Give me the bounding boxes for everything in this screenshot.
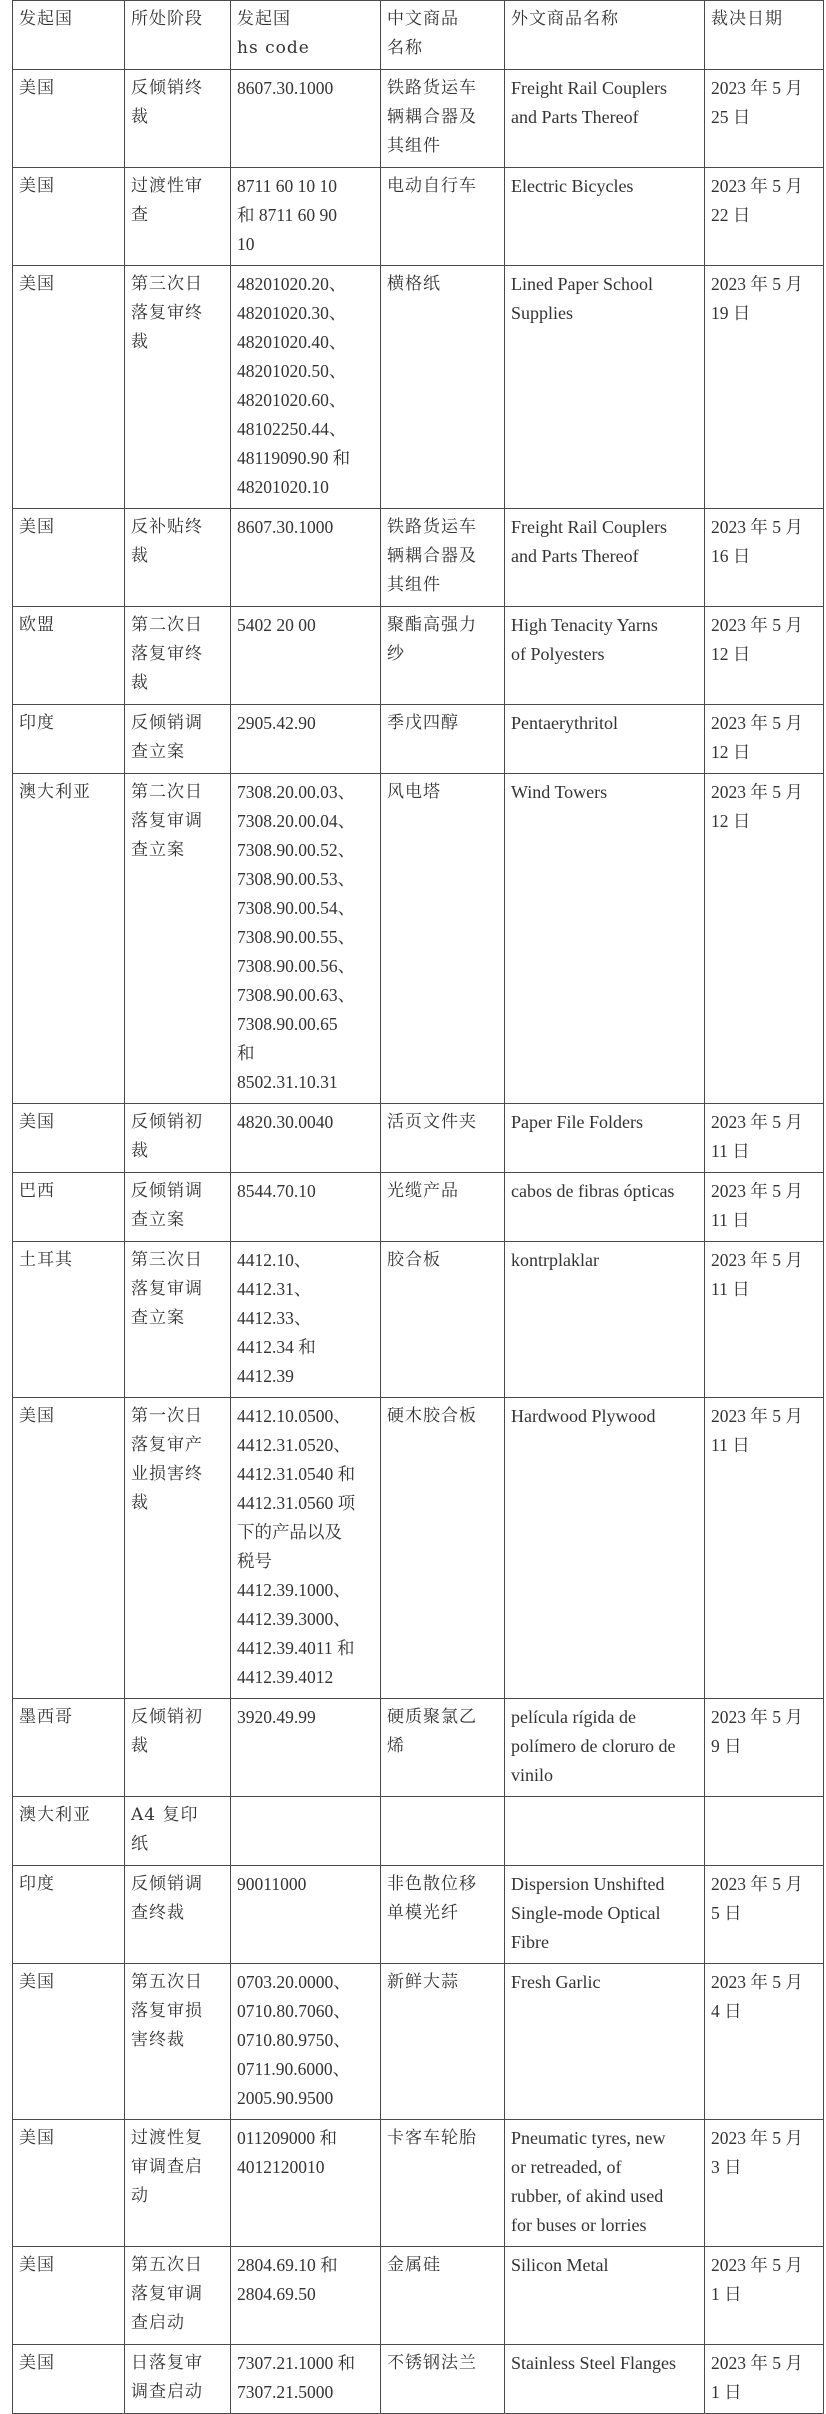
cell-country <box>13 266 125 509</box>
table-row <box>13 774 824 1104</box>
country-text: 美国 <box>19 78 55 98</box>
trade-remedy-table <box>12 0 824 2414</box>
foreign-name-text: kontrplaklar <box>511 1250 599 1270</box>
cell-stage <box>125 1242 231 1398</box>
stage-text: 第二次日 落复审终 裁 <box>131 615 203 693</box>
country-text: 美国 <box>19 1972 55 1992</box>
chinese-name-text: 非色散位移 单模光纤 <box>387 1874 477 1923</box>
cell-foreign-name <box>505 1398 705 1699</box>
cell-stage <box>125 2345 231 2414</box>
hs-code-text: 2905.42.90 <box>237 713 316 733</box>
cell-foreign-name <box>505 1242 705 1398</box>
ruling-date-text: 2023 年 5 月 12 日 <box>711 782 803 831</box>
cell-ruling-date <box>705 607 824 705</box>
country-text: 欧盟 <box>19 615 55 635</box>
stage-text: 过渡性审 查 <box>131 176 203 225</box>
ruling-date-text: 2023 年 5 月 19 日 <box>711 274 803 323</box>
chinese-name-text: 不锈钢法兰 <box>387 2353 477 2373</box>
cell-hs-code <box>231 1242 381 1398</box>
chinese-name-text: 风电塔 <box>387 782 441 802</box>
foreign-name-text: Wind Towers <box>511 782 608 802</box>
cell-hs-code <box>231 2120 381 2247</box>
cell-hs-code <box>231 1797 381 1866</box>
header-stage: 所处阶段 <box>125 1 231 70</box>
cell-stage <box>125 1699 231 1797</box>
cell-hs-code <box>231 774 381 1104</box>
ruling-date-text: 2023 年 5 月 1 日 <box>711 2255 803 2304</box>
cell-ruling-date <box>705 1398 824 1699</box>
hs-code-text: 5402 20 00 <box>237 615 316 635</box>
cell-country <box>13 1964 125 2120</box>
cell-foreign-name <box>505 1964 705 2120</box>
stage-text: 第五次日 落复审调 查启动 <box>131 2255 203 2333</box>
hs-code-text: 7307.21.1000 和 7307.21.5000 <box>237 2353 356 2402</box>
table-row <box>13 1173 824 1242</box>
cell-stage <box>125 774 231 1104</box>
cell-chinese-name <box>381 1797 505 1866</box>
cell-chinese-name <box>381 774 505 1104</box>
cell-country <box>13 168 125 266</box>
foreign-name-text: Lined Paper School Supplies <box>511 274 653 323</box>
country-text: 美国 <box>19 517 55 537</box>
cell-country <box>13 509 125 607</box>
foreign-name-text: Silicon Metal <box>511 2255 609 2275</box>
chinese-name-text: 季戊四醇 <box>387 713 459 733</box>
cell-hs-code <box>231 607 381 705</box>
cell-ruling-date <box>705 1797 824 1866</box>
cell-stage <box>125 607 231 705</box>
table-row <box>13 1242 824 1398</box>
country-text: 美国 <box>19 274 55 294</box>
table-row <box>13 1699 824 1797</box>
cell-country <box>13 1866 125 1964</box>
header-ruling-date: 裁决日期 <box>705 1 824 70</box>
hs-code-text: 8544.70.10 <box>237 1181 316 1201</box>
cell-stage <box>125 2120 231 2247</box>
foreign-name-text: High Tenacity Yarns of Polyesters <box>511 615 658 664</box>
ruling-date-text: 2023 年 5 月 11 日 <box>711 1112 803 1161</box>
hs-code-text: 8711 60 10 10 和 8711 60 90 10 <box>237 176 337 254</box>
stage-text: 反倾销调 查终裁 <box>131 1874 203 1923</box>
cell-foreign-name <box>505 266 705 509</box>
cell-chinese-name <box>381 1964 505 2120</box>
country-text: 美国 <box>19 1406 55 1426</box>
table-row <box>13 2345 824 2414</box>
table-row <box>13 70 824 168</box>
country-text: 澳大利亚 <box>19 1805 91 1825</box>
stage-text: 第一次日 落复审产 业损害终 裁 <box>131 1406 203 1513</box>
foreign-name-text: película rígida de polímero de cloruro de vinilo <box>511 1707 676 1785</box>
ruling-date-text: 2023 年 5 月 12 日 <box>711 615 803 664</box>
hs-code-text: 2804.69.10 和 2804.69.50 <box>237 2255 338 2304</box>
cell-stage <box>125 266 231 509</box>
cell-stage <box>125 1398 231 1699</box>
table-row <box>13 168 824 266</box>
cell-stage <box>125 168 231 266</box>
stage-text: 第二次日 落复审调 查立案 <box>131 782 203 860</box>
hs-code-text: 4412.10、 4412.31、 4412.33、 4412.34 和 4412.39 <box>237 1250 316 1386</box>
chinese-name-text: 横格纸 <box>387 274 441 294</box>
cell-ruling-date <box>705 2345 824 2414</box>
cell-country <box>13 2247 125 2345</box>
ruling-date-text: 2023 年 5 月 3 日 <box>711 2128 803 2177</box>
cell-ruling-date <box>705 1964 824 2120</box>
stage-text: 反倾销调 查立案 <box>131 1181 203 1230</box>
foreign-name-text: Freight Rail Couplers and Parts Thereof <box>511 78 667 127</box>
ruling-date-text: 2023 年 5 月 22 日 <box>711 176 803 225</box>
table-row <box>13 2247 824 2345</box>
cell-chinese-name <box>381 2247 505 2345</box>
stage-text: 反倾销初 裁 <box>131 1707 203 1756</box>
cell-ruling-date <box>705 774 824 1104</box>
foreign-name-text: Dispersion Unshifted Single-mode Optical Fibre <box>511 1874 665 1952</box>
stage-text: 反倾销初 裁 <box>131 1112 203 1161</box>
foreign-name-text: Paper File Folders <box>511 1112 643 1132</box>
cell-chinese-name <box>381 509 505 607</box>
cell-hs-code <box>231 2247 381 2345</box>
header-chinese-product-name: 中文商品 名称 <box>381 1 505 70</box>
country-text: 印度 <box>19 1874 55 1894</box>
hs-code-text: 3920.49.99 <box>237 1707 316 1727</box>
cell-foreign-name <box>505 774 705 1104</box>
cell-ruling-date <box>705 509 824 607</box>
cell-stage <box>125 1964 231 2120</box>
country-text: 美国 <box>19 1112 55 1132</box>
chinese-name-text: 金属硅 <box>387 2255 441 2275</box>
ruling-date-text: 2023 年 5 月 11 日 <box>711 1406 803 1455</box>
foreign-name-text: Electric Bicycles <box>511 176 634 196</box>
cell-country <box>13 1104 125 1173</box>
cell-foreign-name <box>505 607 705 705</box>
chinese-name-text: 铁路货运车 辆耦合器及 其组件 <box>387 78 477 156</box>
chinese-name-text: 光缆产品 <box>387 1181 459 1201</box>
ruling-date-text: 2023 年 5 月 12 日 <box>711 713 803 762</box>
cell-country <box>13 1797 125 1866</box>
cell-country <box>13 70 125 168</box>
cell-stage <box>125 509 231 607</box>
stage-text: 第三次日 落复审调 查立案 <box>131 1250 203 1328</box>
stage-text: 反倾销调 查立案 <box>131 713 203 762</box>
ruling-date-text: 2023 年 5 月 4 日 <box>711 1972 803 2021</box>
chinese-name-text: 硬质聚氯乙 烯 <box>387 1707 477 1756</box>
cell-foreign-name <box>505 1866 705 1964</box>
country-text: 土耳其 <box>19 1250 73 1270</box>
hs-code-text: 7308.20.00.03、 7308.20.00.04、 7308.90.00.52、 7308.90.00.53、 7308.90.00.54、 7308.90.00.55、 7308.90.00.56、 7308.90.00.63、 7308.90.00.65 和 8502.31.10.31 <box>237 782 356 1092</box>
foreign-name-text: cabos de fibras ópticas <box>511 1181 675 1201</box>
cell-hs-code <box>231 1866 381 1964</box>
cell-chinese-name <box>381 705 505 774</box>
cell-stage <box>125 1173 231 1242</box>
stage-text: A4 复印 纸 <box>131 1805 199 1854</box>
cell-ruling-date <box>705 1104 824 1173</box>
hs-code-text: 4412.10.0500、 4412.31.0520、 4412.31.0540 和 4412.31.0560 项 下的产品以及 税号 4412.39.1000、 4412.39.3000、 4412.39.4011 和 4412.39.4012 <box>237 1406 356 1687</box>
country-text: 墨西哥 <box>19 1707 73 1727</box>
hs-code-text: 011209000 和 4012120010 <box>237 2128 337 2177</box>
cell-ruling-date <box>705 1242 824 1398</box>
cell-hs-code <box>231 1398 381 1699</box>
cell-chinese-name <box>381 1398 505 1699</box>
ruling-date-text: 2023 年 5 月 25 日 <box>711 78 803 127</box>
table-row <box>13 1104 824 1173</box>
chinese-name-text: 铁路货运车 辆耦合器及 其组件 <box>387 517 477 595</box>
foreign-name-text: Fresh Garlic <box>511 1972 601 1992</box>
country-text: 美国 <box>19 2128 55 2148</box>
cell-stage <box>125 1797 231 1866</box>
cell-hs-code <box>231 1964 381 2120</box>
cell-country <box>13 1242 125 1398</box>
country-text: 美国 <box>19 176 55 196</box>
cell-country <box>13 774 125 1104</box>
cell-chinese-name <box>381 70 505 168</box>
chinese-name-text: 卡客车轮胎 <box>387 2128 477 2148</box>
ruling-date-text: 2023 年 5 月 5 日 <box>711 1874 803 1923</box>
foreign-name-text: Freight Rail Couplers and Parts Thereof <box>511 517 667 566</box>
cell-foreign-name <box>505 70 705 168</box>
stage-text: 反倾销终 裁 <box>131 78 203 127</box>
hs-code-text: 8607.30.1000 <box>237 78 334 98</box>
cell-chinese-name <box>381 1173 505 1242</box>
ruling-date-text: 2023 年 5 月 1 日 <box>711 2353 803 2402</box>
cell-hs-code <box>231 1104 381 1173</box>
header-initiating-country: 发起国 <box>13 1 125 70</box>
country-text: 美国 <box>19 2353 55 2373</box>
header-foreign-product-name: 外文商品名称 <box>505 1 705 70</box>
table-row <box>13 266 824 509</box>
cell-ruling-date <box>705 266 824 509</box>
cell-stage <box>125 70 231 168</box>
cell-chinese-name <box>381 2345 505 2414</box>
chinese-name-text: 活页文件夹 <box>387 1112 477 1132</box>
cell-stage <box>125 1866 231 1964</box>
table-row <box>13 1398 824 1699</box>
ruling-date-text: 2023 年 5 月 11 日 <box>711 1181 803 1230</box>
cell-foreign-name <box>505 1173 705 1242</box>
cell-hs-code <box>231 705 381 774</box>
cell-stage <box>125 705 231 774</box>
country-text: 巴西 <box>19 1181 55 1201</box>
cell-stage <box>125 1104 231 1173</box>
cell-country <box>13 2345 125 2414</box>
foreign-name-text: Hardwood Plywood <box>511 1406 656 1426</box>
table-row <box>13 705 824 774</box>
cell-foreign-name <box>505 705 705 774</box>
cell-ruling-date <box>705 2247 824 2345</box>
cell-ruling-date <box>705 70 824 168</box>
chinese-name-text: 胶合板 <box>387 1250 441 1270</box>
country-text: 印度 <box>19 713 55 733</box>
cell-foreign-name <box>505 2120 705 2247</box>
cell-hs-code <box>231 70 381 168</box>
hs-code-text: 0703.20.0000、 0710.80.7060、 0710.80.9750、 0711.90.6000、 2005.90.9500 <box>237 1972 351 2108</box>
stage-text: 第五次日 落复审损 害终裁 <box>131 1972 203 2050</box>
cell-hs-code <box>231 509 381 607</box>
foreign-name-text: Pentaerythritol <box>511 713 618 733</box>
ruling-date-text: 2023 年 5 月 16 日 <box>711 517 803 566</box>
cell-ruling-date <box>705 168 824 266</box>
cell-chinese-name <box>381 266 505 509</box>
table-row <box>13 1797 824 1866</box>
cell-ruling-date <box>705 1173 824 1242</box>
chinese-name-text: 电动自行车 <box>387 176 477 196</box>
cell-chinese-name <box>381 1242 505 1398</box>
table-row <box>13 607 824 705</box>
cell-hs-code <box>231 2345 381 2414</box>
cell-chinese-name <box>381 607 505 705</box>
table-row <box>13 1964 824 2120</box>
chinese-name-text: 新鲜大蒜 <box>387 1972 459 1992</box>
stage-text: 反补贴终 裁 <box>131 517 203 566</box>
foreign-name-text: Stainless Steel Flanges <box>511 2353 676 2373</box>
cell-country <box>13 607 125 705</box>
cell-foreign-name <box>505 509 705 607</box>
cell-chinese-name <box>381 1104 505 1173</box>
foreign-name-text: Pneumatic tyres, new or retreaded, of rubber, of akind used for buses or lorries <box>511 2128 666 2235</box>
cell-stage <box>125 2247 231 2345</box>
table-header-row <box>13 1 824 70</box>
cell-hs-code <box>231 266 381 509</box>
stage-text: 日落复审 调查启动 <box>131 2353 203 2402</box>
cell-foreign-name <box>505 2247 705 2345</box>
chinese-name-text: 硬木胶合板 <box>387 1406 477 1426</box>
chinese-name-text: 聚酯高强力 纱 <box>387 615 477 664</box>
cell-hs-code <box>231 1699 381 1797</box>
ruling-date-text: 2023 年 5 月 11 日 <box>711 1250 803 1299</box>
header-hs-code: 发起国 hs code <box>231 1 381 70</box>
stage-text: 第三次日 落复审终 裁 <box>131 274 203 352</box>
table-row <box>13 509 824 607</box>
stage-text: 过渡性复 审调查启 动 <box>131 2128 203 2206</box>
cell-ruling-date <box>705 2120 824 2247</box>
country-text: 美国 <box>19 2255 55 2275</box>
table-row <box>13 2120 824 2247</box>
cell-country <box>13 705 125 774</box>
cell-hs-code <box>231 1173 381 1242</box>
hs-code-text: 48201020.20、 48201020.30、 48201020.40、 48201020.50、 48201020.60、 48102250.44、 48119090.90 和 48201020.10 <box>237 274 351 497</box>
cell-hs-code <box>231 168 381 266</box>
cell-country <box>13 1398 125 1699</box>
table-row <box>13 1866 824 1964</box>
cell-country <box>13 1699 125 1797</box>
cell-ruling-date <box>705 1866 824 1964</box>
cell-chinese-name <box>381 2120 505 2247</box>
cell-ruling-date <box>705 705 824 774</box>
country-text: 澳大利亚 <box>19 782 91 802</box>
cell-country <box>13 1173 125 1242</box>
cell-foreign-name <box>505 1104 705 1173</box>
hs-code-text: 8607.30.1000 <box>237 517 334 537</box>
cell-foreign-name <box>505 1699 705 1797</box>
hs-code-text: 90011000 <box>237 1874 307 1894</box>
cell-foreign-name <box>505 2345 705 2414</box>
ruling-date-text: 2023 年 5 月 9 日 <box>711 1707 803 1756</box>
cell-country <box>13 2120 125 2247</box>
hs-code-text: 4820.30.0040 <box>237 1112 334 1132</box>
cell-foreign-name <box>505 168 705 266</box>
cell-chinese-name <box>381 1699 505 1797</box>
cell-foreign-name <box>505 1797 705 1866</box>
cell-ruling-date <box>705 1699 824 1797</box>
cell-chinese-name <box>381 168 505 266</box>
cell-chinese-name <box>381 1866 505 1964</box>
